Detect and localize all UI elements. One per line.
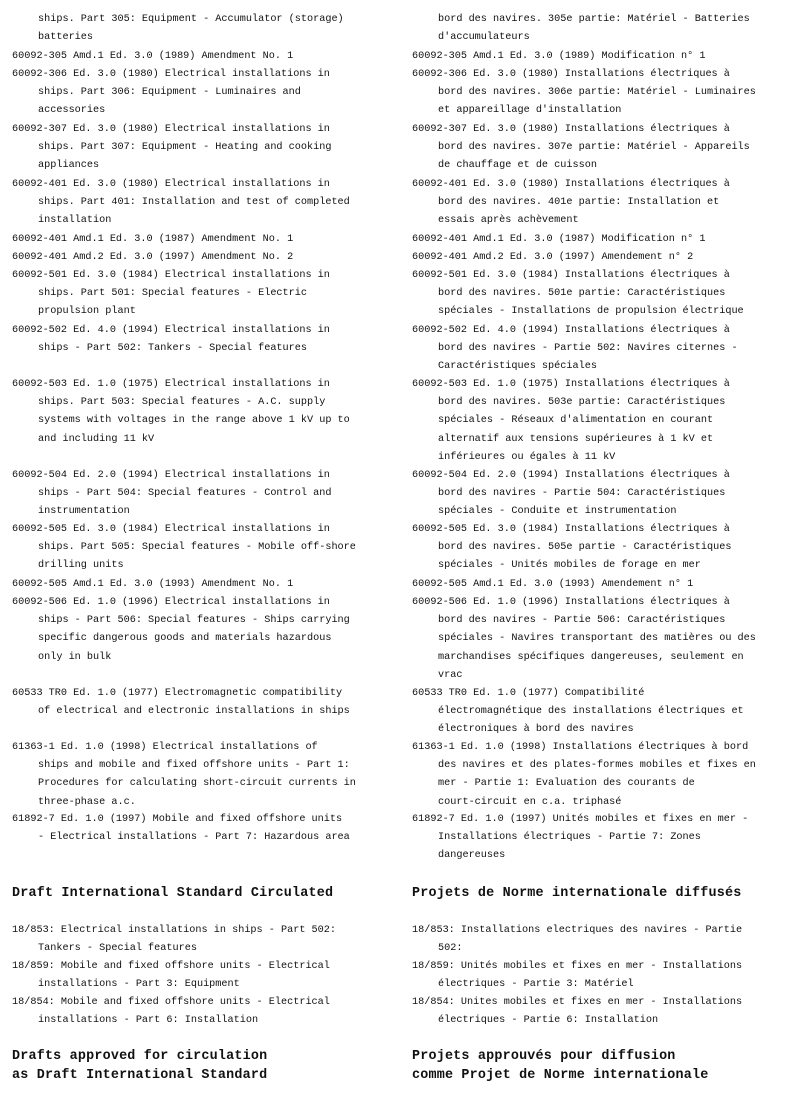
entry-line: ships - Part 504: Special features - Control and: [38, 488, 332, 500]
entry-line: 61363-1 Ed. 1.0 (1998) Electrical installations of: [12, 742, 318, 753]
entry-line: inférieures ou égales à 11 kV: [438, 451, 616, 463]
entry-line: appliances: [38, 160, 100, 172]
entry-line: spéciales - Navires transportant des matières ou des: [438, 633, 756, 645]
entry-line: and including 11 kV: [38, 433, 155, 445]
entry-60092-502: [12, 322, 390, 358]
draft-18-854: [12, 994, 390, 1030]
entry-line: mer - Partie 1: Evaluation des courants de: [438, 778, 695, 790]
section-heading-drafts-approved: [412, 1047, 792, 1085]
entry-line: ships. Part 307: Equipment - Heating and cooking: [38, 142, 332, 154]
entry-line: 60092-305 Amd.1 Ed. 3.0 (1989) Modification n° 1: [412, 51, 706, 62]
entry-line: vrac: [438, 669, 463, 681]
entry-line: 60092-503 Ed. 1.0 (1975) Installations électriques à: [412, 379, 730, 390]
entry-line: three-phase a.c.: [38, 796, 136, 808]
entry-line: 60092-506 Ed. 1.0 (1996) Electrical installations in: [12, 597, 330, 608]
entry-line: - Electrical installations - Part 7: Hazardous area: [38, 832, 350, 844]
entry-line: 60092-504 Ed. 2.0 (1994) Installations électriques à: [412, 470, 730, 481]
entry-line: only in bulk: [38, 651, 112, 663]
entry-line: 60092-505 Ed. 3.0 (1984) Installations électriques à: [412, 524, 730, 535]
entry-line: alternatif aux tensions supérieures à 1 kV et: [438, 433, 714, 445]
entry-60092-401-amd1: [412, 231, 792, 249]
entry-line: 60092-401 Ed. 3.0 (1980) Installations électriques à: [412, 179, 730, 190]
entry-60092-401-amd1: [12, 231, 390, 249]
entry-60092-506: [12, 594, 390, 667]
draft-18-859: [12, 958, 390, 994]
entry-line: specific dangerous goods and materials hazardous: [38, 633, 332, 645]
entry-line: bord des navires - Partie 506: Caractéristiques: [438, 615, 726, 627]
entry-60092-504: [412, 467, 792, 522]
entry-60092-504: [12, 467, 390, 522]
entry-line: 60092-401 Amd.1 Ed. 3.0 (1987) Amendment No. 1: [12, 234, 294, 245]
section-heading-dis-circulated: Draft International Standard Circulated: [12, 886, 334, 901]
entry-line: 60092-502 Ed. 4.0 (1994) Installations électriques à: [412, 325, 730, 336]
entry-line: 18/853: Electrical installations in ships - Part 502:: [12, 925, 337, 936]
entry-line: bord des navires. 505e partie - Caractéristiques: [438, 542, 732, 554]
entry-line: bord des navires. 503e partie: Caractéristiques: [438, 397, 726, 409]
draft-18-853: [12, 922, 390, 958]
entry-60092-505: [12, 521, 390, 576]
entry-line: drilling units: [38, 560, 124, 572]
entry-60092-307: [412, 121, 792, 176]
entry-line: ships and mobile and fixed offshore units - Part 1:: [38, 760, 350, 772]
entry-line: batteries: [38, 32, 94, 44]
entry-line: 60092-505 Amd.1 Ed. 3.0 (1993) Amendment No. 1: [12, 579, 294, 590]
entry-line: bord des navires. 501e partie: Caractéristiques: [438, 288, 726, 300]
entry-line: ships - Part 502: Tankers - Special features: [38, 343, 307, 355]
entry-line: bord des navires. 305e partie: Matériel - Batteries: [438, 14, 750, 25]
entry-line: 18/859: Unités mobiles et fixes en mer - Installations: [412, 961, 743, 972]
entry-line: 60092-501 Ed. 3.0 (1984) Electrical installations in: [12, 270, 330, 281]
entry-line: installation: [38, 215, 112, 227]
entry-line: 60092-307 Ed. 3.0 (1980) Installations électriques à: [412, 124, 730, 135]
entry-60533: [12, 685, 390, 721]
entry-line: installations - Part 6: Installation: [38, 1015, 259, 1027]
entry-line: électriques - Partie 6: Installation: [438, 1015, 659, 1027]
entry-line: 61892-7 Ed. 1.0 (1997) Mobile and fixed offshore units: [12, 814, 343, 825]
entry-line: bord des navires. 401e partie: Installation et: [438, 197, 720, 209]
entry-60092-305-amd1: [412, 48, 792, 66]
entry-line: bord des navires. 307e partie: Matériel - Appareils: [438, 142, 750, 154]
entry-60092-401: [412, 176, 792, 231]
entry-line: Procedures for calculating short-circuit currents in: [38, 778, 356, 790]
entry-60092-505-amd1: [412, 576, 792, 594]
entry-line: 60092-503 Ed. 1.0 (1975) Electrical installations in: [12, 379, 330, 390]
entry-61363-1: [12, 739, 390, 812]
entry-line: 18/854: Unites mobiles et fixes en mer - Installations: [412, 997, 743, 1008]
entry-60092-401: [12, 176, 390, 231]
entry-line: 60092-505 Amd.1 Ed. 3.0 (1993) Amendement n° 1: [412, 579, 694, 590]
entry-line: instrumentation: [38, 506, 130, 518]
entry-line: dangereuses: [438, 850, 506, 862]
entry-line: bord des navires - Partie 504: Caractéristiques: [438, 488, 726, 500]
entry-line: spéciales - Conduite et instrumentation: [438, 506, 677, 518]
entry-line: 61363-1 Ed. 1.0 (1998) Installations électriques à bord: [412, 742, 749, 753]
entry-line: électromagnétique des installations électriques et: [438, 706, 744, 718]
draft-18-854: [412, 994, 792, 1030]
section-heading-dis-circulated: Projets de Norme internationale diffusés: [412, 886, 742, 901]
section-heading-drafts-approved: [12, 1047, 390, 1085]
entry-60092-503: [412, 376, 792, 467]
entry-line: 61892-7 Ed. 1.0 (1997) Unités mobiles et fixes en mer -: [412, 814, 749, 825]
entry-60092-501: [12, 267, 390, 322]
entry-line: et appareillage d'installation: [438, 105, 622, 117]
entry-line: Caractéristiques spéciales: [438, 361, 597, 373]
entry-60092-501: [412, 267, 792, 322]
entry-60092-305-cont: [12, 11, 390, 47]
heading-line: Projets approuvés pour diffusion: [412, 1049, 676, 1064]
entry-line: 60092-401 Ed. 3.0 (1980) Electrical installations in: [12, 179, 330, 190]
entry-line: 60092-401 Amd.1 Ed. 3.0 (1987) Modification n° 1: [412, 234, 706, 245]
draft-18-859: [412, 958, 792, 994]
entry-line: 60092-502 Ed. 4.0 (1994) Electrical installations in: [12, 325, 330, 336]
entry-line: 18/853: Installations electriques des navires - Partie: [412, 925, 743, 936]
heading-line: as Draft International Standard: [12, 1068, 268, 1083]
entry-line: accessories: [38, 105, 106, 117]
entry-line: ships. Part 505: Special features - Mobile off-shore: [38, 542, 356, 554]
entry-line: Installations électriques - Partie 7: Zones: [438, 832, 701, 844]
entry-line: 60092-306 Ed. 3.0 (1980) Installations électriques à: [412, 69, 730, 80]
entry-line: 60092-307 Ed. 3.0 (1980) Electrical installations in: [12, 124, 330, 135]
entry-line: 60092-505 Ed. 3.0 (1984) Electrical installations in: [12, 524, 330, 535]
entry-60092-505: [412, 521, 792, 576]
entry-line: 60092-401 Amd.2 Ed. 3.0 (1997) Amendment No. 2: [12, 252, 294, 263]
entry-61892-7: [412, 811, 792, 866]
entry-line: 60092-305 Amd.1 Ed. 3.0 (1989) Amendment No. 1: [12, 51, 294, 62]
entry-line: court-circuit en c.a. triphasé: [438, 796, 622, 808]
entry-line: ships. Part 401: Installation and test of completed: [38, 197, 350, 209]
entry-60092-401-amd2: [12, 249, 390, 267]
entry-line: des navires et des plates-formes mobiles et fixes en: [438, 760, 756, 772]
entry-60092-506: [412, 594, 792, 685]
entry-61363-1: [412, 739, 792, 812]
entry-line: 60533 TR0 Ed. 1.0 (1977) Electromagnetic compatibility: [12, 688, 343, 699]
entry-line: spéciales - Unités mobiles de forage en mer: [438, 560, 701, 572]
entry-line: 60092-306 Ed. 3.0 (1980) Electrical installations in: [12, 69, 330, 80]
entry-line: bord des navires. 306e partie: Matériel - Luminaires: [438, 87, 756, 99]
entry-60092-307: [12, 121, 390, 176]
entry-60092-305-cont: [412, 11, 792, 47]
entry-line: 502:: [438, 943, 463, 955]
entry-line: installations - Part 3: Equipment: [38, 979, 240, 991]
entry-line: 60092-501 Ed. 3.0 (1984) Installations électriques à: [412, 270, 730, 281]
entry-line: ships - Part 506: Special features - Ships carrying: [38, 615, 350, 627]
entry-line: essais après achèvement: [438, 215, 579, 227]
entry-line: ships. Part 305: Equipment - Accumulator (storage): [38, 14, 344, 25]
entry-line: of electrical and electronic installations in ships: [38, 706, 350, 718]
entry-60092-306: [12, 66, 390, 121]
entry-60092-306: [412, 66, 792, 121]
entry-line: propulsion plant: [38, 306, 136, 318]
heading-line: comme Projet de Norme internationale: [412, 1068, 709, 1083]
entry-line: de chauffage et de cuisson: [438, 160, 597, 172]
entry-line: 60533 TR0 Ed. 1.0 (1977) Compatibilité: [412, 688, 645, 699]
entry-line: 60092-506 Ed. 1.0 (1996) Installations électriques à: [412, 597, 730, 608]
entry-line: Tankers - Special features: [38, 943, 197, 955]
entry-60092-502: [412, 322, 792, 377]
entry-line: spéciales - Installations de propulsion électrique: [438, 306, 744, 318]
entry-60533: [412, 685, 792, 740]
entry-line: ships. Part 501: Special features - Electric: [38, 288, 307, 300]
entry-line: ships. Part 503: Special features - A.C. supply: [38, 397, 326, 409]
entry-line: électriques - Partie 3: Matériel: [438, 979, 634, 991]
entry-line: spéciales - Réseaux d'alimentation en courant: [438, 415, 714, 427]
draft-18-853: [412, 922, 792, 958]
entry-line: bord des navires - Partie 502: Navires citernes -: [438, 343, 738, 355]
entry-60092-505-amd1: [12, 576, 390, 594]
entry-line: marchandises spécifiques dangereuses, seulement en: [438, 651, 744, 663]
entry-line: ships. Part 306: Equipment - Luminaires and: [38, 87, 301, 99]
entry-line: 18/859: Mobile and fixed offshore units - Electrical: [12, 961, 330, 972]
entry-line: électroniques à bord des navires: [438, 724, 634, 736]
entry-61892-7: [12, 811, 390, 847]
entry-line: 60092-504 Ed. 2.0 (1994) Electrical installations in: [12, 470, 330, 481]
entry-line: 18/854: Mobile and fixed offshore units - Electrical: [12, 997, 330, 1008]
heading-line: Drafts approved for circulation: [12, 1049, 268, 1064]
entry-60092-305-amd1: [12, 48, 390, 66]
entry-line: systems with voltages in the range above 1 kV up to: [38, 415, 350, 427]
entry-60092-503: [12, 376, 390, 449]
entry-60092-401-amd2: [412, 249, 792, 267]
entry-line: 60092-401 Amd.2 Ed. 3.0 (1997) Amendement n° 2: [412, 252, 694, 263]
entry-line: d'accumulateurs: [438, 32, 530, 44]
